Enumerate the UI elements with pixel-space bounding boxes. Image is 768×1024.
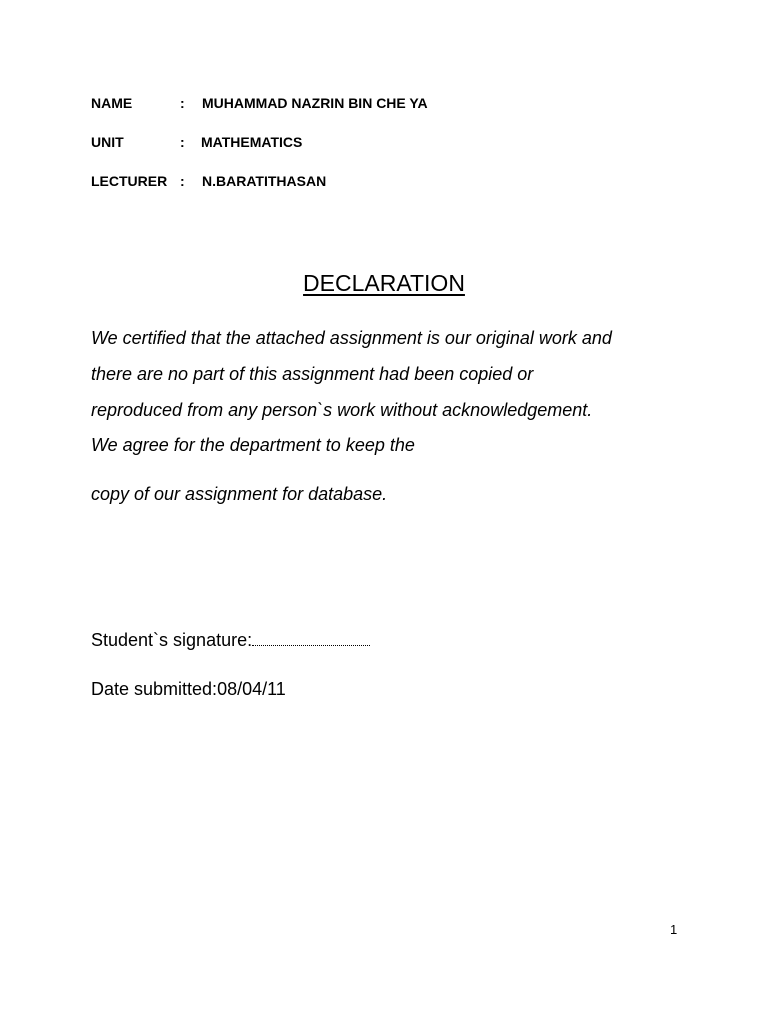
- unit-colon: :: [180, 134, 185, 150]
- signature-label: Student`s signature:: [91, 630, 253, 650]
- lecturer-colon: :: [180, 173, 185, 189]
- name-colon: :: [180, 95, 185, 111]
- signature-field: [91, 630, 370, 651]
- declaration-line: copy of our assignment for database.: [91, 484, 388, 504]
- unit-label: UNIT: [91, 134, 124, 150]
- page-number: 1: [670, 922, 678, 937]
- date-value: 08/04/11: [217, 679, 286, 699]
- unit-value: MATHEMATICS: [201, 134, 303, 150]
- date-field: [91, 679, 286, 700]
- lecturer-value: N.BARATITHASAN: [202, 173, 327, 189]
- declaration-line: reproduced from any person`s work without acknowledgement.: [91, 400, 593, 420]
- name-value: MUHAMMAD NAZRIN BIN CHE YA: [202, 95, 428, 111]
- declaration-line: We certified that the attached assignment is our original work and: [91, 328, 612, 348]
- name-label: NAME: [91, 95, 133, 111]
- declaration-line: We agree for the department to keep the: [91, 435, 415, 455]
- signature-dotted-line: [252, 643, 370, 646]
- lecturer-label: LECTURER: [91, 173, 168, 189]
- declaration-line: there are no part of this assignment had been copied or: [91, 364, 534, 384]
- date-label: Date submitted:: [91, 679, 218, 699]
- declaration-title: DECLARATION: [303, 270, 465, 296]
